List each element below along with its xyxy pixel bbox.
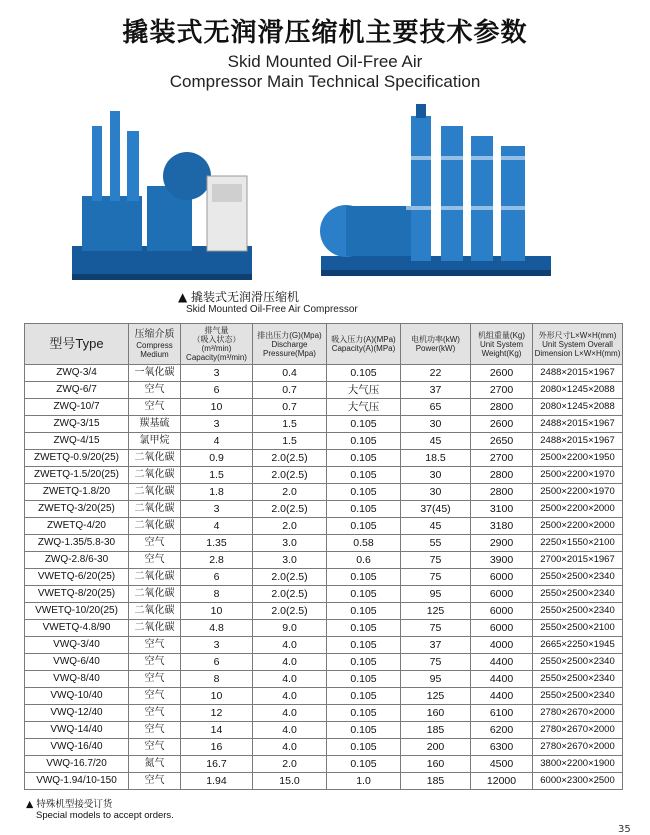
- cell-discharge: 2.0(2.5): [253, 569, 327, 586]
- cell-dimension: 2780×2670×2000: [533, 722, 623, 739]
- cell-capacity: 6: [181, 382, 253, 399]
- cell-dimension: 2780×2670×2000: [533, 739, 623, 756]
- cell-weight: 4500: [471, 756, 533, 773]
- cell-weight: 3180: [471, 518, 533, 535]
- cell-type: VWQ-8/40: [25, 671, 129, 688]
- cell-dimension: 2780×2670×2000: [533, 705, 623, 722]
- cell-dimension: 6000×2300×2500: [533, 773, 623, 790]
- cell-medium: 空气: [129, 739, 181, 756]
- cell-dimension: 2080×1245×2088: [533, 382, 623, 399]
- cell-dimension: 2550×2500×2340: [533, 688, 623, 705]
- table-row: [25, 518, 623, 535]
- cell-discharge: 15.0: [253, 773, 327, 790]
- cell-weight: 6000: [471, 620, 533, 637]
- cell-discharge: 4.0: [253, 705, 327, 722]
- cell-power: 125: [401, 688, 471, 705]
- table-row: [25, 552, 623, 569]
- cell-type: ZWETQ-1.5/20(25): [25, 467, 129, 484]
- cell-suction: 0.6: [327, 552, 401, 569]
- cell-discharge: 0.7: [253, 399, 327, 416]
- cell-power: 55: [401, 535, 471, 552]
- cell-suction: 0.105: [327, 365, 401, 382]
- cell-type: VWQ-10/40: [25, 688, 129, 705]
- header-dimension: 外形尺寸L×W×H(mm) Unit System Overall Dimension L×W×H(mm): [533, 324, 623, 365]
- cell-weight: 3100: [471, 501, 533, 518]
- cell-weight: 2800: [471, 399, 533, 416]
- cell-type: ZWQ-10/7: [25, 399, 129, 416]
- cell-suction: 0.105: [327, 433, 401, 450]
- cell-type: ZWETQ-3/20(25): [25, 501, 129, 518]
- cell-suction: 大气压: [327, 399, 401, 416]
- cell-weight: 2900: [471, 535, 533, 552]
- photo-caption-en: Skid Mounted Oil-Free Air Compressor: [186, 304, 358, 315]
- cell-type: ZWETQ-0.9/20(25): [25, 450, 129, 467]
- cell-capacity: 12: [181, 705, 253, 722]
- cell-medium: 空气: [129, 688, 181, 705]
- cell-dimension: 3800×2200×1900: [533, 756, 623, 773]
- cell-weight: 6000: [471, 569, 533, 586]
- cell-weight: 4400: [471, 671, 533, 688]
- cell-suction: 0.105: [327, 688, 401, 705]
- cell-power: 75: [401, 552, 471, 569]
- cell-capacity: 3: [181, 416, 253, 433]
- cell-weight: 2700: [471, 450, 533, 467]
- cell-medium: 空气: [129, 382, 181, 399]
- table-row: [25, 569, 623, 586]
- cell-dimension: 2488×2015×1967: [533, 433, 623, 450]
- cell-discharge: 2.0(2.5): [253, 586, 327, 603]
- cell-dimension: 2488×2015×1967: [533, 416, 623, 433]
- table-row: [25, 756, 623, 773]
- cell-medium: 二氧化碳: [129, 518, 181, 535]
- cell-discharge: 1.5: [253, 416, 327, 433]
- cell-suction: 1.0: [327, 773, 401, 790]
- cell-weight: 6200: [471, 722, 533, 739]
- title-en-line-2: Compressor Main Technical Specification: [169, 72, 481, 91]
- cell-discharge: 2.0(2.5): [253, 450, 327, 467]
- cell-type: ZWQ-4/15: [25, 433, 129, 450]
- cell-discharge: 1.5: [253, 433, 327, 450]
- cell-weight: 2800: [471, 484, 533, 501]
- cell-power: 200: [401, 739, 471, 756]
- cell-type: VWQ-1.94/10-150: [25, 773, 129, 790]
- cell-weight: 3900: [471, 552, 533, 569]
- spec-table-header: [25, 324, 623, 365]
- cell-suction: 0.105: [327, 501, 401, 518]
- cell-type: VWETQ-4.8/90: [25, 620, 129, 637]
- page-title-cn: 撬装式无润滑压缩机主要技术参数: [122, 18, 528, 48]
- table-row: [25, 450, 623, 467]
- cell-weight: 6000: [471, 586, 533, 603]
- table-row: [25, 654, 623, 671]
- cell-suction: 0.105: [327, 467, 401, 484]
- cell-capacity: 3: [181, 501, 253, 518]
- cell-medium: 空气: [129, 654, 181, 671]
- cell-power: 125: [401, 603, 471, 620]
- table-row: [25, 637, 623, 654]
- cell-type: VWQ-12/40: [25, 705, 129, 722]
- cell-power: 45: [401, 433, 471, 450]
- cell-type: VWQ-16/40: [25, 739, 129, 756]
- header-suction-pressure: 吸入压力(A)(MPa) Capacity(A)(MPa): [327, 324, 401, 365]
- cell-suction: 0.105: [327, 671, 401, 688]
- cell-type: ZWQ-3/15: [25, 416, 129, 433]
- cell-power: 30: [401, 416, 471, 433]
- compressor-photo-right: [316, 96, 556, 296]
- cell-discharge: 2.0: [253, 484, 327, 501]
- photo-caption-cn: ▲ 撬装式无润滑压缩机: [178, 290, 300, 304]
- cell-capacity: 10: [181, 688, 253, 705]
- cell-discharge: 2.0(2.5): [253, 603, 327, 620]
- cell-dimension: 2080×1245×2088: [533, 399, 623, 416]
- cell-weight: 4000: [471, 637, 533, 654]
- table-row: [25, 467, 623, 484]
- cell-medium: 空气: [129, 705, 181, 722]
- cell-power: 95: [401, 586, 471, 603]
- cell-medium: 空气: [129, 722, 181, 739]
- cell-suction: 0.105: [327, 739, 401, 756]
- cell-discharge: 3.0: [253, 552, 327, 569]
- table-row: [25, 586, 623, 603]
- cell-suction: 0.105: [327, 654, 401, 671]
- cell-dimension: 2500×2200×1970: [533, 484, 623, 501]
- cell-type: VWETQ-8/20(25): [25, 586, 129, 603]
- cell-medium: 空气: [129, 552, 181, 569]
- cell-capacity: 8: [181, 586, 253, 603]
- cell-capacity: 10: [181, 399, 253, 416]
- cell-dimension: 2550×2500×2100: [533, 620, 623, 637]
- table-row: [25, 705, 623, 722]
- cell-medium: 氯甲烷: [129, 433, 181, 450]
- cell-capacity: 16: [181, 739, 253, 756]
- cell-medium: 一氧化碳: [129, 365, 181, 382]
- cell-type: VWETQ-10/20(25): [25, 603, 129, 620]
- table-row: [25, 535, 623, 552]
- cell-power: 160: [401, 756, 471, 773]
- cell-capacity: 10: [181, 603, 253, 620]
- cell-dimension: 2500×2200×1970: [533, 467, 623, 484]
- table-row: [25, 399, 623, 416]
- cell-type: VWQ-3/40: [25, 637, 129, 654]
- cell-discharge: 4.0: [253, 739, 327, 756]
- cell-weight: 2600: [471, 416, 533, 433]
- cell-dimension: 2550×2500×2340: [533, 603, 623, 620]
- cell-discharge: 0.4: [253, 365, 327, 382]
- cell-discharge: 4.0: [253, 637, 327, 654]
- cell-type: ZWQ-6/7: [25, 382, 129, 399]
- cell-power: 30: [401, 467, 471, 484]
- cell-medium: 空气: [129, 637, 181, 654]
- cell-capacity: 2.8: [181, 552, 253, 569]
- cell-discharge: 2.0(2.5): [253, 467, 327, 484]
- cell-discharge: 2.0: [253, 518, 327, 535]
- cell-weight: 6100: [471, 705, 533, 722]
- cell-weight: 6000: [471, 603, 533, 620]
- cell-type: ZWQ-1.35/5.8-30: [25, 535, 129, 552]
- cell-power: 37: [401, 637, 471, 654]
- cell-dimension: 2550×2500×2340: [533, 671, 623, 688]
- cell-type: ZWETQ-4/20: [25, 518, 129, 535]
- cell-power: 22: [401, 365, 471, 382]
- cell-power: 45: [401, 518, 471, 535]
- table-row: [25, 722, 623, 739]
- cell-capacity: 4: [181, 518, 253, 535]
- cell-weight: 4400: [471, 654, 533, 671]
- cell-suction: 0.105: [327, 518, 401, 535]
- cell-discharge: 9.0: [253, 620, 327, 637]
- cell-power: 30: [401, 484, 471, 501]
- cell-dimension: 2488×2015×1967: [533, 365, 623, 382]
- cell-capacity: 3: [181, 637, 253, 654]
- cell-dimension: 2550×2500×2340: [533, 586, 623, 603]
- cell-power: 18.5: [401, 450, 471, 467]
- cell-discharge: 4.0: [253, 722, 327, 739]
- table-row: [25, 603, 623, 620]
- cell-suction: 0.105: [327, 450, 401, 467]
- table-row: [25, 501, 623, 518]
- cell-capacity: 16.7: [181, 756, 253, 773]
- cell-weight: 2800: [471, 467, 533, 484]
- cell-medium: 空气: [129, 671, 181, 688]
- cell-type: VWQ-6/40: [25, 654, 129, 671]
- cell-power: 75: [401, 569, 471, 586]
- cell-medium: 二氧化碳: [129, 450, 181, 467]
- cell-type: ZWQ-2.8/6-30: [25, 552, 129, 569]
- cell-power: 65: [401, 399, 471, 416]
- cell-suction: 0.105: [327, 705, 401, 722]
- cell-capacity: 3: [181, 365, 253, 382]
- table-row: [25, 739, 623, 756]
- cell-capacity: 8: [181, 671, 253, 688]
- footnote-cn: ▲ 特殊机型接受订货: [26, 799, 113, 810]
- cell-medium: 二氧化碳: [129, 467, 181, 484]
- cell-medium: 空气: [129, 399, 181, 416]
- compressor-photo-left: [62, 96, 262, 296]
- header-type: 型号Type: [25, 324, 129, 365]
- table-row: [25, 688, 623, 705]
- cell-weight: 6300: [471, 739, 533, 756]
- cell-dimension: 2550×2500×2340: [533, 654, 623, 671]
- cell-power: 185: [401, 722, 471, 739]
- page-title-en: [0, 52, 650, 92]
- cell-capacity: 1.94: [181, 773, 253, 790]
- cell-medium: 二氧化碳: [129, 620, 181, 637]
- cell-power: 185: [401, 773, 471, 790]
- cell-medium: 空气: [129, 773, 181, 790]
- cell-discharge: 4.0: [253, 654, 327, 671]
- cell-type: VWETQ-6/20(25): [25, 569, 129, 586]
- cell-weight: 2650: [471, 433, 533, 450]
- cell-suction: 0.105: [327, 484, 401, 501]
- cell-suction: 大气压: [327, 382, 401, 399]
- cell-power: 160: [401, 705, 471, 722]
- cell-type: ZWETQ-1.8/20: [25, 484, 129, 501]
- cell-suction: 0.105: [327, 756, 401, 773]
- cell-discharge: 4.0: [253, 671, 327, 688]
- cell-dimension: 2250×1550×2100: [533, 535, 623, 552]
- table-row: [25, 484, 623, 501]
- cell-power: 37(45): [401, 501, 471, 518]
- cell-type: VWQ-14/40: [25, 722, 129, 739]
- cell-medium: 羰基硫: [129, 416, 181, 433]
- header-power: 电机功率(kW) Power(kW): [401, 324, 471, 365]
- cell-dimension: 2700×2015×1967: [533, 552, 623, 569]
- cell-dimension: 2550×2500×2340: [533, 569, 623, 586]
- cell-capacity: 14: [181, 722, 253, 739]
- cell-medium: 氮气: [129, 756, 181, 773]
- cell-weight: 4400: [471, 688, 533, 705]
- cell-power: 37: [401, 382, 471, 399]
- cell-capacity: 6: [181, 654, 253, 671]
- cell-power: 75: [401, 620, 471, 637]
- cell-weight: 2600: [471, 365, 533, 382]
- cell-dimension: 2665×2250×1945: [533, 637, 623, 654]
- cell-capacity: 4: [181, 433, 253, 450]
- cell-capacity: 1.35: [181, 535, 253, 552]
- cell-suction: 0.58: [327, 535, 401, 552]
- cell-dimension: 2500×2200×2000: [533, 501, 623, 518]
- cell-dimension: 2500×2200×1950: [533, 450, 623, 467]
- table-row: [25, 433, 623, 450]
- table-row: [25, 365, 623, 382]
- page-number: 35: [618, 824, 631, 835]
- cell-suction: 0.105: [327, 637, 401, 654]
- header-discharge-pressure: 排出压力(G)(Mpa) Discharge Pressure(Mpa): [253, 324, 327, 365]
- spec-table-body: [25, 365, 623, 790]
- cell-type: ZWQ-3/4: [25, 365, 129, 382]
- cell-medium: 二氧化碳: [129, 484, 181, 501]
- cell-medium: 二氧化碳: [129, 569, 181, 586]
- cell-suction: 0.105: [327, 603, 401, 620]
- cell-capacity: 1.5: [181, 467, 253, 484]
- cell-suction: 0.105: [327, 416, 401, 433]
- cell-weight: 12000: [471, 773, 533, 790]
- cell-medium: 二氧化碳: [129, 603, 181, 620]
- cell-suction: 0.105: [327, 620, 401, 637]
- header-weight: 机组重量(Kg) Unit System Weight(Kg): [471, 324, 533, 365]
- cell-capacity: 0.9: [181, 450, 253, 467]
- cell-capacity: 4.8: [181, 620, 253, 637]
- table-row: [25, 620, 623, 637]
- footnote-en: Special models to accept orders.: [36, 810, 174, 821]
- cell-medium: 二氧化碳: [129, 501, 181, 518]
- cell-capacity: 1.8: [181, 484, 253, 501]
- cell-power: 75: [401, 654, 471, 671]
- cell-discharge: 4.0: [253, 688, 327, 705]
- cell-discharge: 2.0: [253, 756, 327, 773]
- cell-medium: 空气: [129, 535, 181, 552]
- spec-table: [24, 323, 623, 790]
- table-row: [25, 416, 623, 433]
- table-row: [25, 382, 623, 399]
- cell-discharge: 0.7: [253, 382, 327, 399]
- cell-capacity: 6: [181, 569, 253, 586]
- cell-suction: 0.105: [327, 722, 401, 739]
- table-row: [25, 671, 623, 688]
- cell-power: 95: [401, 671, 471, 688]
- table-row: [25, 773, 623, 790]
- cell-suction: 0.105: [327, 569, 401, 586]
- title-en-line-1: Skid Mounted Oil-Free Air: [227, 52, 423, 71]
- header-medium: 压缩介质 Compress Medium: [129, 324, 181, 365]
- cell-discharge: 2.0(2.5): [253, 501, 327, 518]
- header-capacity: 排气量 （吸入状态） (m³/min) Capacity(m³/min): [181, 324, 253, 365]
- cell-medium: 二氧化碳: [129, 586, 181, 603]
- cell-dimension: 2500×2200×2000: [533, 518, 623, 535]
- cell-type: VWQ-16.7/20: [25, 756, 129, 773]
- cell-suction: 0.105: [327, 586, 401, 603]
- cell-discharge: 3.0: [253, 535, 327, 552]
- cell-weight: 2700: [471, 382, 533, 399]
